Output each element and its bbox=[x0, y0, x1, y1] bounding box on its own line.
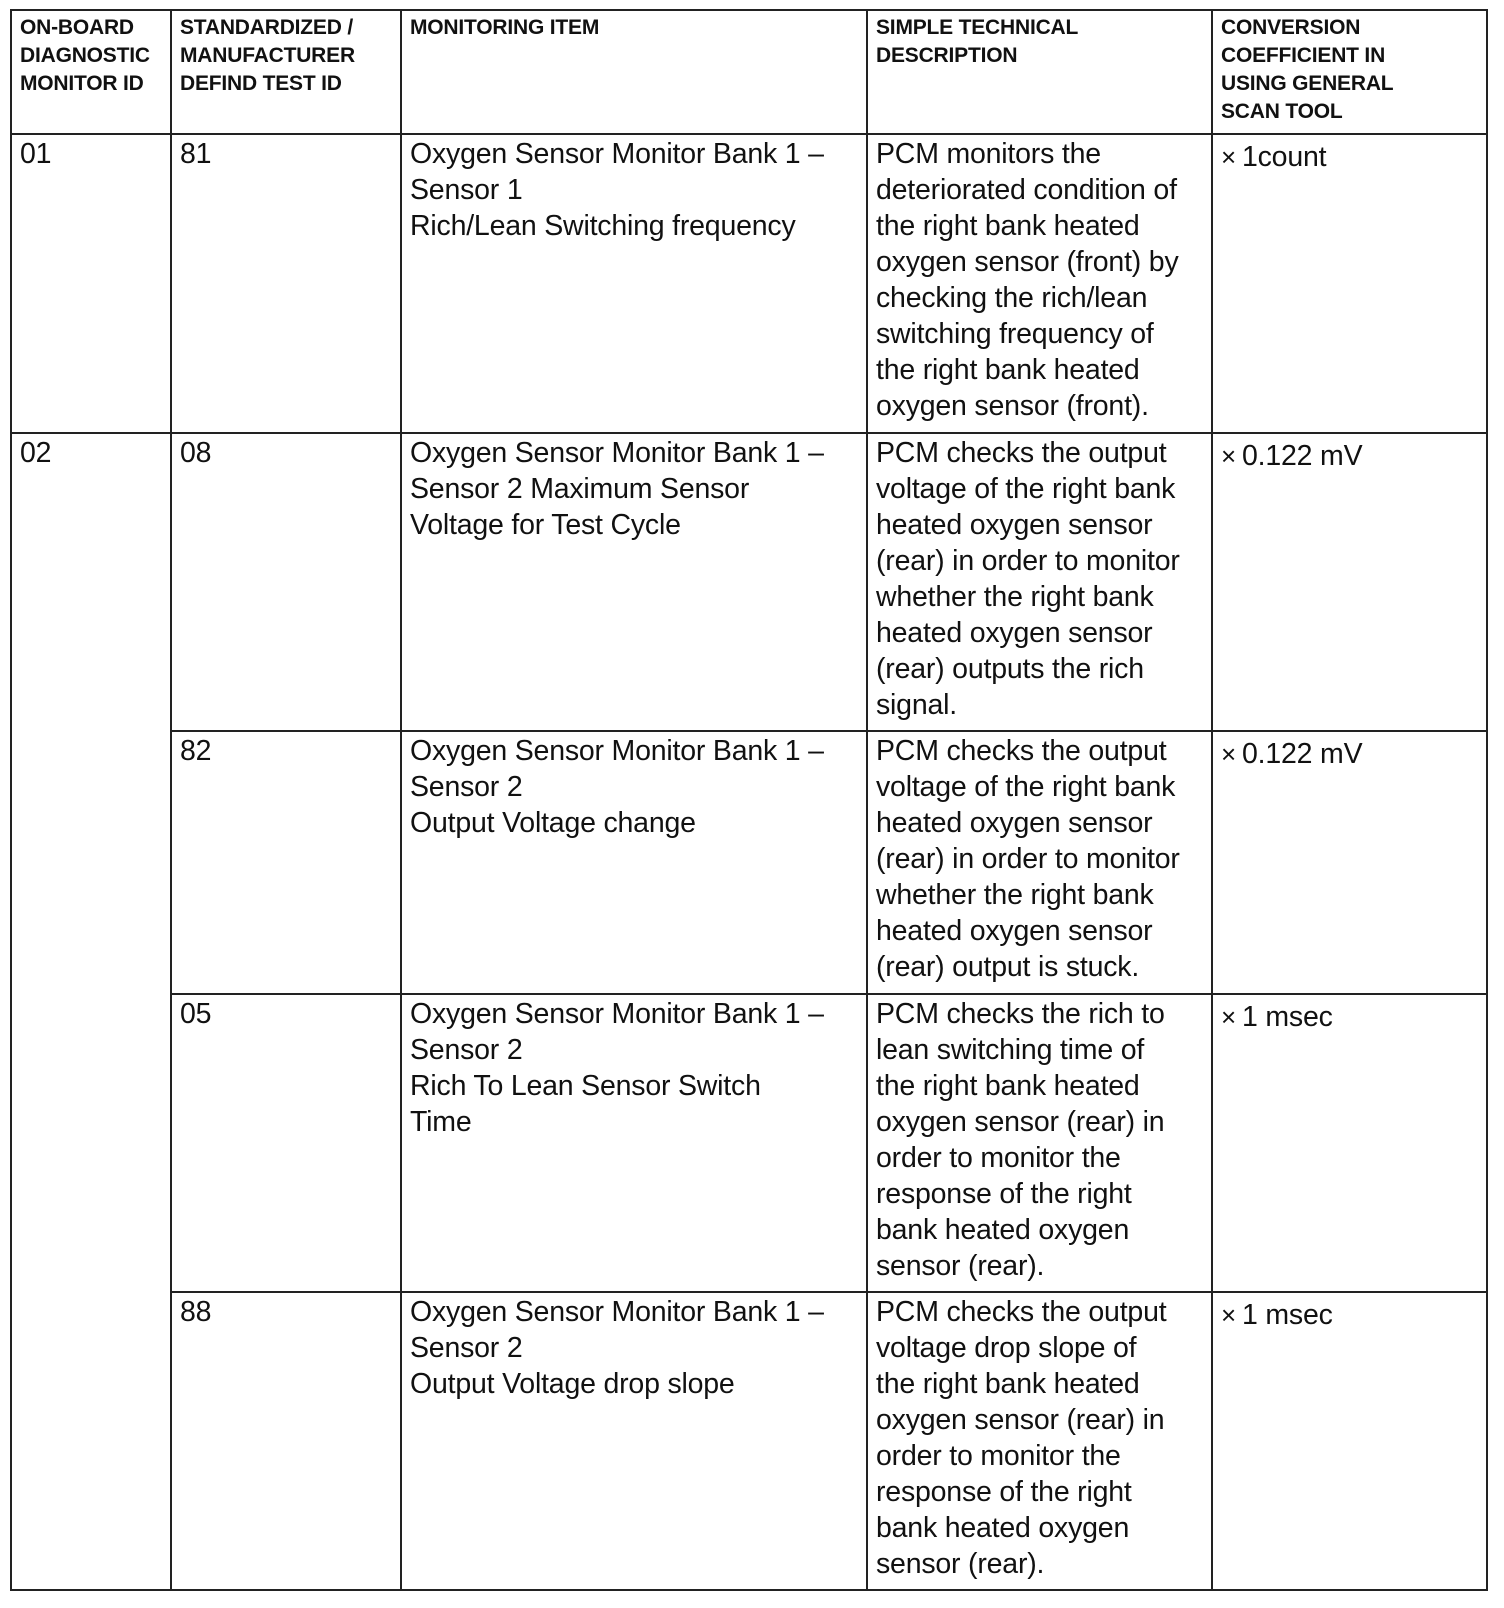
test-id-cell: 88 bbox=[171, 1292, 401, 1590]
description-cell bbox=[867, 994, 1212, 1292]
monitoring-item-cell bbox=[401, 994, 867, 1292]
test-id-cell: 82 bbox=[171, 731, 401, 994]
description-cell bbox=[867, 134, 1212, 433]
monitoring-item-cell bbox=[401, 134, 867, 433]
header-line: CONVERSION bbox=[1221, 16, 1361, 39]
description-line: heated oxygen sensor bbox=[876, 509, 1153, 541]
description-line: voltage of the right bank bbox=[876, 473, 1176, 505]
description-line: bank heated oxygen bbox=[876, 1214, 1130, 1246]
monitor-id-cell: 01 bbox=[11, 134, 171, 433]
description-line: PCM checks the output bbox=[876, 735, 1167, 767]
description-line: the right bank heated bbox=[876, 354, 1140, 386]
description-cell bbox=[867, 1292, 1212, 1590]
header-line: DIAGNOSTIC bbox=[20, 44, 150, 67]
coefficient-cell bbox=[1212, 1292, 1487, 1590]
description-line: (rear) outputs the rich bbox=[876, 653, 1144, 685]
multiply-sign: × bbox=[1221, 739, 1236, 769]
item-line: Rich To Lean Sensor Switch bbox=[410, 1070, 761, 1102]
description-cell bbox=[867, 433, 1212, 731]
header-line: SCAN TOOL bbox=[1221, 100, 1343, 123]
coefficient-value: 0.122 mV bbox=[1241, 440, 1363, 472]
multiply-sign: × bbox=[1221, 142, 1236, 172]
description-line: signal. bbox=[876, 689, 957, 721]
test-id-cell: 05 bbox=[171, 994, 401, 1292]
header-line: DEFIND TEST ID bbox=[180, 72, 342, 95]
description-line: whether the right bank bbox=[876, 879, 1154, 911]
table-row bbox=[11, 731, 1487, 994]
coefficient-cell bbox=[1212, 433, 1487, 731]
header-monitor-id bbox=[11, 10, 171, 134]
monitoring-item-cell bbox=[401, 731, 867, 994]
header-line: USING GENERAL bbox=[1221, 72, 1394, 95]
multiply-sign: × bbox=[1221, 1300, 1236, 1330]
item-line: Oxygen Sensor Monitor Bank 1 – bbox=[410, 1296, 824, 1328]
description-line: (rear) output is stuck. bbox=[876, 951, 1140, 983]
description-line: response of the right bbox=[876, 1178, 1132, 1210]
multiply-sign: × bbox=[1221, 441, 1236, 471]
item-line: Time bbox=[410, 1106, 472, 1138]
document-page bbox=[10, 9, 1486, 1591]
header-line: SIMPLE TECHNICAL bbox=[876, 16, 1079, 39]
description-cell bbox=[867, 731, 1212, 994]
item-line: Sensor 2 bbox=[410, 771, 523, 803]
description-line: voltage of the right bank bbox=[876, 771, 1176, 803]
table-row bbox=[11, 433, 1487, 731]
description-line: (rear) in order to monitor bbox=[876, 545, 1180, 577]
description-line: oxygen sensor (front) by bbox=[876, 246, 1179, 278]
header-test-id bbox=[171, 10, 401, 134]
description-line: response of the right bbox=[876, 1476, 1132, 1508]
item-line: Sensor 2 bbox=[410, 1332, 523, 1364]
item-line: Sensor 1 bbox=[410, 174, 523, 206]
coefficient-cell bbox=[1212, 731, 1487, 994]
header-line: MANUFACTURER bbox=[180, 44, 355, 67]
monitor-id-cell: 02 bbox=[11, 433, 171, 1590]
coefficient-value: 1count bbox=[1241, 141, 1327, 173]
description-line: bank heated oxygen bbox=[876, 1512, 1130, 1544]
description-line: the right bank heated bbox=[876, 1070, 1140, 1102]
table-row bbox=[11, 1292, 1487, 1590]
description-line: order to monitor the bbox=[876, 1440, 1121, 1472]
item-line: Output Voltage drop slope bbox=[410, 1368, 735, 1400]
header-monitoring-item bbox=[401, 10, 867, 134]
header-row bbox=[11, 10, 1487, 134]
monitoring-item-cell bbox=[401, 1292, 867, 1590]
table-row bbox=[11, 994, 1487, 1292]
coefficient-value: 0.122 mV bbox=[1241, 738, 1363, 770]
description-line: PCM checks the rich to bbox=[876, 998, 1165, 1030]
header-conversion-coefficient bbox=[1212, 10, 1487, 134]
description-line: heated oxygen sensor bbox=[876, 915, 1153, 947]
description-line: oxygen sensor (front). bbox=[876, 390, 1149, 422]
test-id-cell: 81 bbox=[171, 134, 401, 433]
item-line: Output Voltage change bbox=[410, 807, 696, 839]
description-line: checking the rich/lean bbox=[876, 282, 1148, 314]
item-line: Voltage for Test Cycle bbox=[410, 509, 681, 541]
coefficient-value: 1 msec bbox=[1241, 1001, 1333, 1033]
item-line: Oxygen Sensor Monitor Bank 1 – bbox=[410, 735, 824, 767]
header-description bbox=[867, 10, 1212, 134]
description-line: sensor (rear). bbox=[876, 1250, 1045, 1282]
description-line: PCM checks the output bbox=[876, 1296, 1167, 1328]
description-line: (rear) in order to monitor bbox=[876, 843, 1180, 875]
description-line: voltage drop slope of bbox=[876, 1332, 1137, 1364]
description-line: deteriorated condition of bbox=[876, 174, 1177, 206]
description-line: PCM checks the output bbox=[876, 437, 1167, 469]
item-line: Sensor 2 bbox=[410, 1034, 523, 1066]
description-line: oxygen sensor (rear) in bbox=[876, 1404, 1165, 1436]
header-line: STANDARDIZED / bbox=[180, 16, 353, 39]
description-line: sensor (rear). bbox=[876, 1548, 1045, 1580]
item-line: Rich/Lean Switching frequency bbox=[410, 210, 796, 242]
description-line: whether the right bank bbox=[876, 581, 1154, 613]
coefficient-value: 1 msec bbox=[1241, 1299, 1333, 1331]
multiply-sign: × bbox=[1221, 1002, 1236, 1032]
header-line: MONITOR ID bbox=[20, 72, 144, 95]
header-line: COEFFICIENT IN bbox=[1221, 44, 1386, 67]
coefficient-cell bbox=[1212, 134, 1487, 433]
item-line: Oxygen Sensor Monitor Bank 1 – bbox=[410, 138, 824, 170]
item-line: Oxygen Sensor Monitor Bank 1 – bbox=[410, 437, 824, 469]
description-line: PCM monitors the bbox=[876, 138, 1101, 170]
description-line: lean switching time of bbox=[876, 1034, 1145, 1066]
description-line: order to monitor the bbox=[876, 1142, 1121, 1174]
item-line: Oxygen Sensor Monitor Bank 1 – bbox=[410, 998, 824, 1030]
header-line: MONITORING ITEM bbox=[410, 16, 600, 39]
description-line: switching frequency of bbox=[876, 318, 1154, 350]
coefficient-cell bbox=[1212, 994, 1487, 1292]
monitor-test-table bbox=[10, 9, 1488, 1591]
test-id-cell: 08 bbox=[171, 433, 401, 731]
description-line: the right bank heated bbox=[876, 1368, 1140, 1400]
header-line: DESCRIPTION bbox=[876, 44, 1018, 67]
description-line: heated oxygen sensor bbox=[876, 617, 1153, 649]
item-line: Sensor 2 Maximum Sensor bbox=[410, 473, 750, 505]
table-row bbox=[11, 134, 1487, 433]
header-line: ON-BOARD bbox=[20, 16, 134, 39]
monitoring-item-cell bbox=[401, 433, 867, 731]
description-line: heated oxygen sensor bbox=[876, 807, 1153, 839]
description-line: the right bank heated bbox=[876, 210, 1140, 242]
description-line: oxygen sensor (rear) in bbox=[876, 1106, 1165, 1138]
